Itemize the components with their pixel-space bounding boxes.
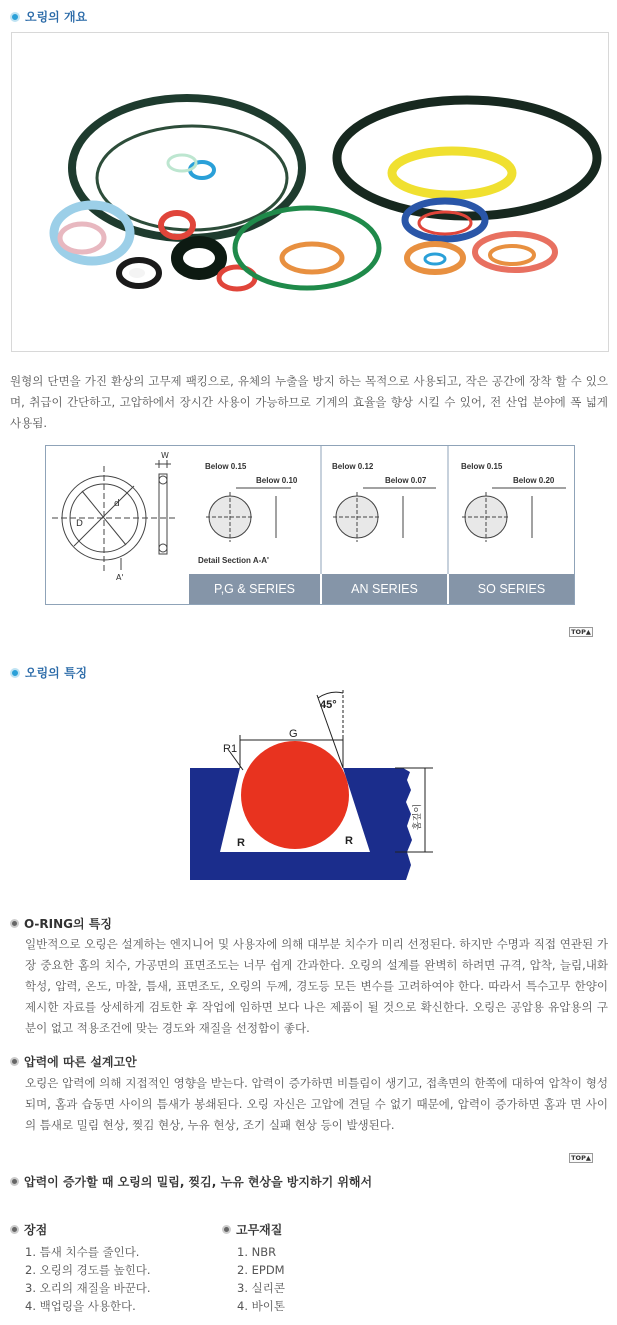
advantages-list bbox=[25, 1243, 151, 1315]
so-section bbox=[461, 462, 566, 542]
so-top-tolerance: Below 0.15 bbox=[461, 462, 503, 471]
bullet-icon bbox=[10, 1225, 19, 1234]
prevention-title bbox=[10, 1173, 372, 1190]
pg-side-tolerance: Below 0.10 bbox=[256, 476, 298, 485]
section-title-text: 오링의 특징 bbox=[25, 666, 88, 680]
oring-feature-title-text: O-RING의 특징 bbox=[24, 917, 112, 931]
list-item: 1. 틈새 치수를 줄인다. bbox=[25, 1245, 140, 1259]
advantages-title bbox=[10, 1221, 47, 1238]
oring-feature-title bbox=[10, 915, 112, 932]
bullet-icon bbox=[10, 668, 20, 678]
oring-photo bbox=[11, 32, 609, 352]
d-outer-label: D bbox=[76, 519, 83, 529]
list-item: 1. NBR bbox=[237, 1245, 277, 1259]
pressure-design-title bbox=[10, 1053, 137, 1070]
arrow-up-icon: ▲ bbox=[585, 628, 591, 636]
bullet-icon bbox=[222, 1225, 231, 1234]
list-item: 4. 바이톤 bbox=[237, 1299, 285, 1313]
list-item: 3. 오리의 재질을 바꾼다. bbox=[25, 1281, 151, 1295]
series-so: SO SERIES bbox=[448, 574, 574, 604]
prevention-title-text: 압력이 증가할 때 오링의 밀림, 찢김, 누유 현상을 방지하기 위해서 bbox=[24, 1175, 373, 1189]
section-title-overview bbox=[10, 8, 87, 25]
top-button-label: TOP bbox=[571, 628, 586, 636]
so-side-tolerance: Below 0.20 bbox=[513, 476, 555, 485]
top-button[interactable] bbox=[569, 627, 593, 637]
detail-section-label: Detail Section A-A' bbox=[198, 556, 269, 565]
advantages-title-text: 장점 bbox=[24, 1223, 48, 1237]
g-label: G bbox=[289, 728, 298, 740]
pg-top-tolerance: Below 0.15 bbox=[205, 462, 247, 471]
series-pg: P,G & SERIES bbox=[189, 574, 320, 604]
section-title-features bbox=[10, 664, 87, 681]
list-item: 2. EPDM bbox=[237, 1263, 285, 1277]
r1-label: R1 bbox=[223, 743, 238, 755]
oring-photo-illustration bbox=[12, 33, 609, 352]
materials-title-text: 고무재질 bbox=[236, 1223, 283, 1237]
w-label: W bbox=[161, 451, 169, 460]
groove-diagram bbox=[185, 690, 445, 895]
materials-list bbox=[237, 1243, 285, 1315]
overview-text: 원형의 단면을 가진 환상의 고무제 팩킹으로, 유체의 누출을 방지 하는 목적으로 사용되고, 작은 공간에 장착 할 수 있으며, 취급이 간단하고, 고압하에서 장시간 사용이 가능하므로 기계의 효율을 향상 시킬 수 있어, 전 산업 분야에 폭 넓게 사용됨. bbox=[10, 374, 608, 430]
section-title-text: 오링의 개요 bbox=[25, 10, 88, 24]
pg-section bbox=[205, 462, 298, 542]
list-item: 2. 오링의 경도를 높힌다. bbox=[25, 1263, 151, 1277]
an-side-tolerance: Below 0.07 bbox=[385, 476, 427, 485]
list-item: 4. 백업링을 사용한다. bbox=[25, 1299, 136, 1313]
an-section bbox=[332, 462, 436, 542]
pressure-design-title-text: 압력에 따른 설계고안 bbox=[24, 1055, 137, 1069]
bullet-icon bbox=[10, 1177, 19, 1186]
angle-label: 45° bbox=[320, 699, 337, 711]
top-button-label: TOP bbox=[571, 1154, 586, 1162]
bullet-icon bbox=[10, 919, 19, 928]
an-top-tolerance: Below 0.12 bbox=[332, 462, 374, 471]
series-an: AN SERIES bbox=[321, 574, 447, 604]
a-prime-label: A' bbox=[116, 573, 124, 582]
oring-feature-text: 일반적으로 오링은 설계하는 엔지니어 및 사용자에 의해 대부분 치수가 미리 선정된다. 하지만 수명과 직접 연관된 가장 중요한 홈의 치수, 가공면의 표면조도는 너무 쉽게 간과한다. 오링의 설계를 완벽히 하려면 규격, 압착, 늘림,내화학성, 압력, 온도, 마찰, 틈새, 표면조도, 오링의 두께, 경도등 모든 변수를 고려하여야 한다. 따라서 특수고무 한양이 제시한 자료를 상세하게 검토한 후 작업에 임하면 보다 나은 제품이 될 것으로 확신한다. 오링은 공압용 유압용의 구분이 없고 적용조건에 맞는 경도와 재질을 선정함이 좋다. bbox=[25, 937, 608, 1035]
depth-label: 홈깊이 bbox=[413, 803, 423, 830]
d-inner-label: d bbox=[114, 499, 120, 509]
arrow-up-icon: ▲ bbox=[585, 1154, 591, 1162]
pressure-design-text: 오링은 압력에 의해 지접적인 영향을 받는다. 압력이 증가하면 비틀림이 생기고, 접촉면의 한쪽에 대하여 압착이 형성되며, 홈과 습동면 사이의 틈새가 봉쇄된다. 오링 자신은 고압에 견딜 수 없기 때문에, 압력이 증가하면 홈과 면 사이의 틈새로 밀림 현상, 찢김 현상, 누유 현상, 조기 실패 현상 등이 발생된다. bbox=[25, 1076, 608, 1132]
r-right-label: R bbox=[345, 835, 353, 847]
materials-title bbox=[222, 1221, 282, 1238]
top-button[interactable] bbox=[569, 1153, 593, 1163]
list-item: 3. 실리콘 bbox=[237, 1281, 285, 1295]
bullet-icon bbox=[10, 12, 20, 22]
r-left-label: R bbox=[237, 837, 245, 849]
bullet-icon bbox=[10, 1057, 19, 1066]
